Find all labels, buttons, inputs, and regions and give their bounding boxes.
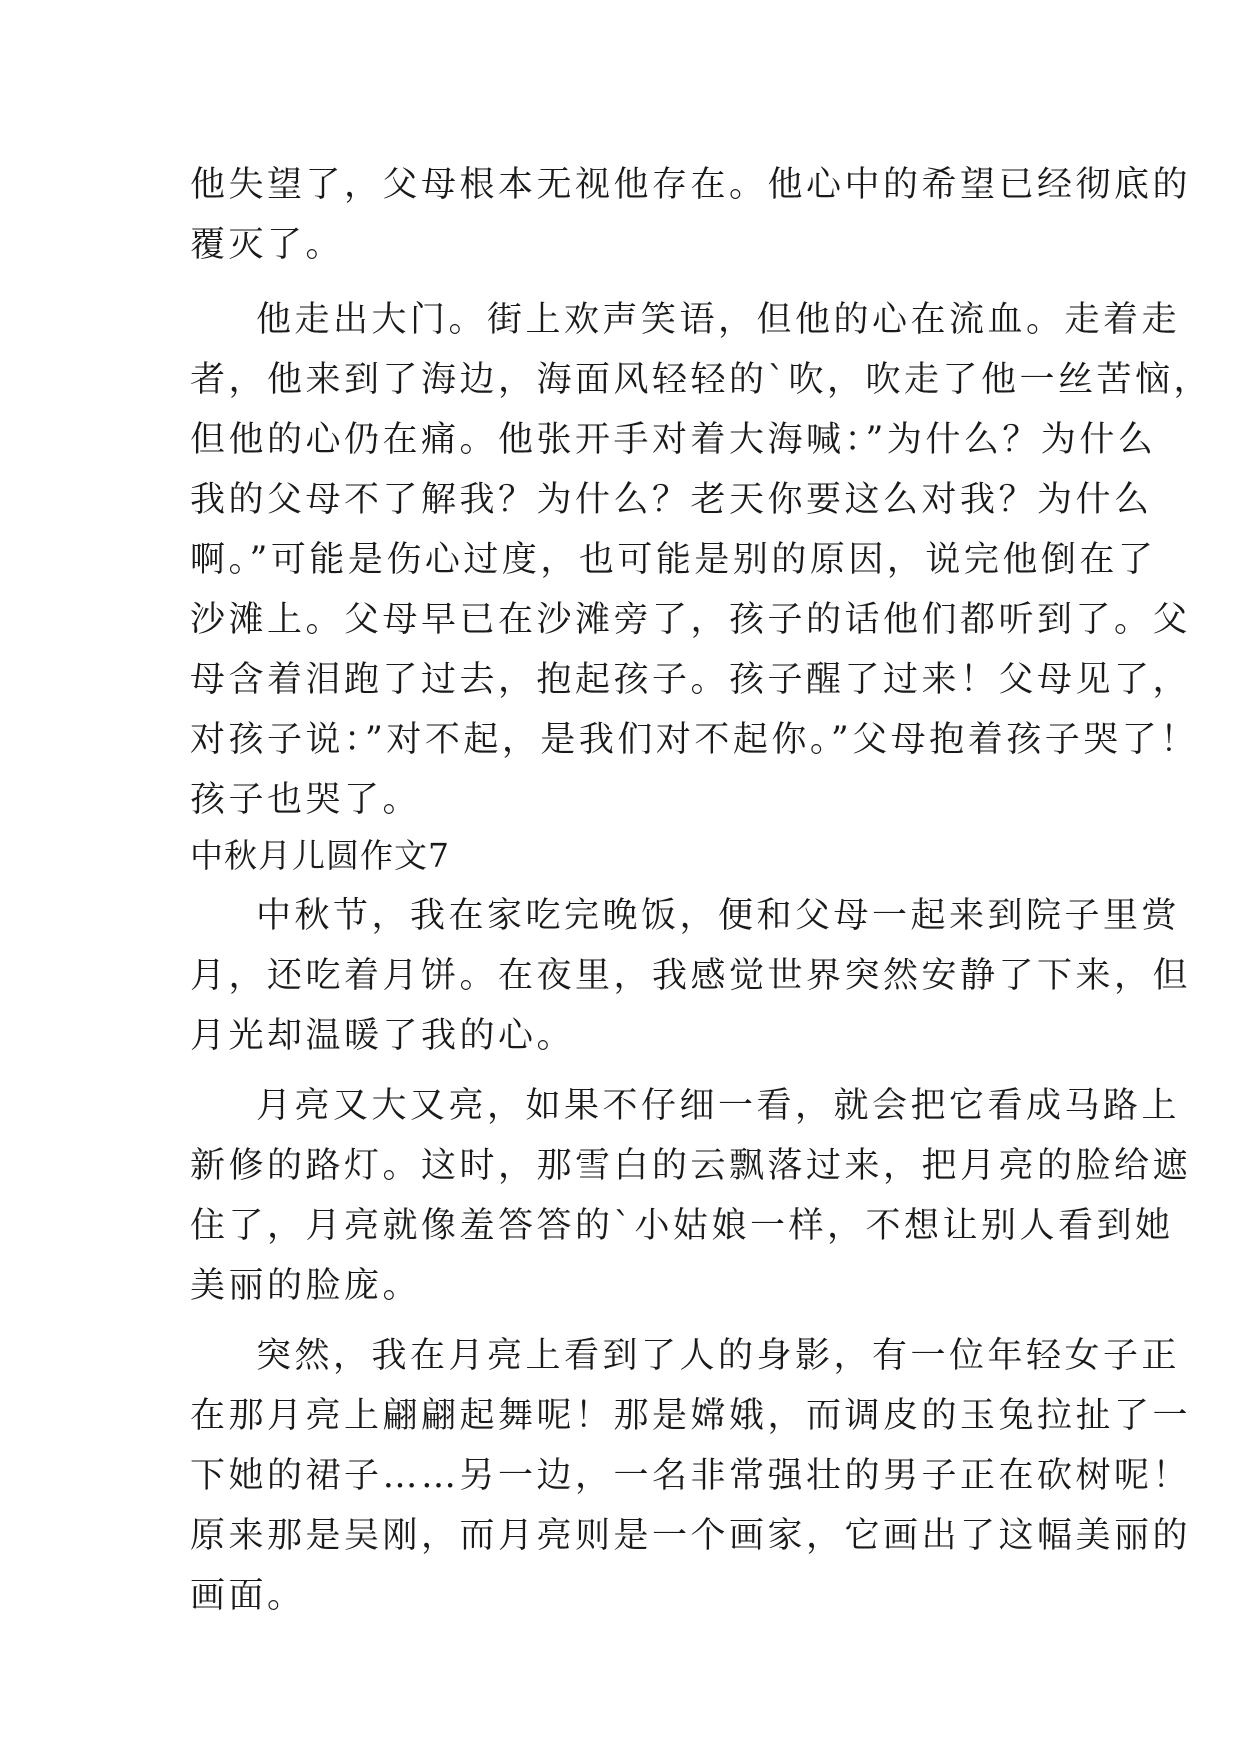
paragraph-start-line: 月亮又大又亮，如果不仔细一看，就会把它看成马路上 [256,1086,1181,1126]
text-line: 月，还吃着月饼。在夜里，我感觉世界突然安静了下来，但 [190,956,1192,996]
text-line: 住了，月亮就像羞答答的`小姑娘一样，不想让别人看到她 [190,1206,1174,1246]
text-line: 画面。 [190,1576,306,1616]
text-line: 啊。”可能是伤心过度，也可能是别的原因，说完他倒在了 [190,540,1157,580]
text-line: 孩子也哭了。 [190,780,422,820]
text-line: 沙滩上。父母早已在沙滩旁了，孩子的话他们都听到了。父 [190,600,1192,640]
text-line: 下她的裙子……另一边，一名非常强壮的男子正在砍树呢！ [190,1456,1192,1496]
text-line: 他失望了，父母根本无视他存在。他心中的希望已经彻底的 [190,165,1192,205]
text-line: 对孩子说：”对不起，是我们对不起你。”父母抱着孩子哭了！ [190,720,1199,760]
section-heading: 中秋月儿圆作文7 [190,836,450,875]
paragraph-start-line: 中秋节，我在家吃完晚饭，便和父母一起来到院子里赏 [256,896,1181,936]
text-line: 者，他来到了海边，海面风轻轻的`吹，吹走了他一丝苦恼， [190,360,1213,400]
text-line: 新修的路灯。这时，那雪白的云飘落过来，把月亮的脸给遮 [190,1146,1192,1186]
text-line: 在那月亮上翩翩起舞呢！那是嫦娥，而调皮的玉兔拉扯了一 [190,1396,1192,1436]
text-line: 原来那是吴刚，而月亮则是一个画家，它画出了这幅美丽的 [190,1516,1192,1556]
text-line: 覆灭了。 [190,225,345,265]
text-line: 月光却温暖了我的心。 [190,1016,576,1056]
text-line: 美丽的脸庞。 [190,1266,422,1306]
paragraph-start-line: 突然，我在月亮上看到了人的身影，有一位年轻女子正 [256,1336,1181,1376]
text-line: 但他的心仍在痛。他张开手对着大海喊：”为什么？为什么 [190,420,1157,460]
text-line: 母含着泪跑了过去，抱起孩子。孩子醒了过来！父母见了， [190,660,1192,700]
paragraph-start-line: 他走出大门。街上欢声笑语，但他的心在流血。走着走 [256,300,1181,340]
text-line: 我的父母不了解我？为什么？老天你要这么对我？为什么 [190,480,1153,520]
